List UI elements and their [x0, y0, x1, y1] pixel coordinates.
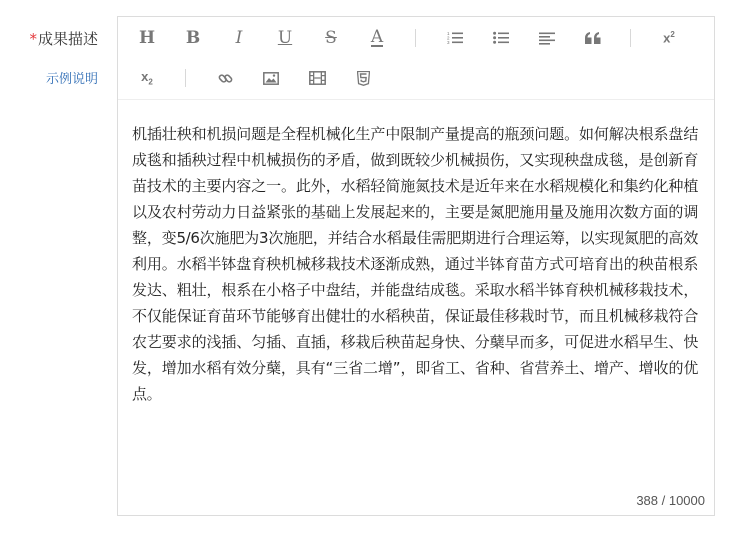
unordered-list-button[interactable]	[486, 25, 516, 51]
underline-icon: U	[277, 27, 293, 48]
example-link[interactable]: 示例说明	[45, 72, 98, 87]
svg-text:3: 3	[447, 40, 450, 45]
strikethrough-icon: S	[325, 27, 337, 48]
blockquote-button[interactable]	[578, 25, 608, 51]
blockquote-icon	[585, 32, 601, 45]
bold-icon: B	[185, 27, 201, 48]
underline-button[interactable]	[270, 25, 300, 51]
html-source-button[interactable]	[348, 65, 378, 91]
italic-icon: I	[235, 27, 243, 48]
link-button[interactable]	[210, 65, 240, 91]
link-icon	[218, 71, 233, 86]
svg-text:1: 1	[447, 31, 450, 36]
heading-button[interactable]	[132, 25, 162, 51]
ordered-list-icon	[447, 31, 463, 45]
unordered-list-icon	[493, 31, 509, 45]
required-mark: *	[29, 30, 37, 48]
character-counter: 388 / 10000	[636, 493, 705, 508]
editor-toolbar	[118, 17, 714, 100]
video-button[interactable]	[302, 65, 332, 91]
heading-icon: H	[138, 27, 156, 48]
align-left-icon	[539, 32, 555, 45]
font-color-icon: A	[370, 27, 384, 47]
toolbar-divider	[630, 29, 631, 47]
svg-text:2: 2	[447, 35, 450, 41]
image-icon	[263, 72, 279, 85]
editor-content[interactable]: 机插壮秧和机损问题是全程机械化生产中限制产量提高的瓶颈问题。如何解决根系盘结成毯和插秧过程中机械损伤的矛盾，做到既较少机械损伤，又实现秧盘成毯，是创新育苗技术的主要内容之一。此外，水稻轻简施氮技术是近年来在水稻规模化和集约化种植以及农村劳动力日益紧张的基础上发展起来的，主要是氮肥施用量及施用次数方面的调整，变5/6次施肥为3次施肥，并结合水稻最佳需肥期进行合理运筹，以实现氮肥的高效利用。水稻半钵盘育秧机械移栽技术逐渐成熟，通过半钵育苗方式可培育出的秧苗根系发达、粗壮，根系在小格子中盘结，并能盘结成毯。采取水稻半钵育秧机械移栽技术，不仅能保证育苗环节能够育出健壮的水稻秧苗，保证最佳移栽时节，而且机械移栽符合农艺要求的浅插、匀插、直插，移栽后秧苗起身快、分蘖早而多，可促进水稻早生、快发，增加水稻有效分蘖，具有“三省二增”，即省工、省种、省营养土、增产、增收的优点。	[132, 125, 698, 403]
video-icon	[309, 71, 326, 85]
toolbar-divider	[185, 69, 186, 87]
subscript-icon: $x_2$	[141, 69, 153, 87]
superscript-icon: $x^2$	[663, 30, 675, 46]
font-color-button[interactable]	[362, 25, 392, 51]
ordered-list-button[interactable]	[440, 25, 470, 51]
html5-icon	[357, 71, 370, 86]
rich-text-editor	[117, 16, 715, 516]
bold-button[interactable]	[178, 25, 208, 51]
toolbar-divider	[415, 29, 416, 47]
italic-button[interactable]	[224, 25, 254, 51]
field-label	[29, 28, 98, 49]
align-left-button[interactable]	[532, 25, 562, 51]
subscript-button[interactable]	[132, 65, 162, 91]
field-label-text: 成果描述	[37, 30, 98, 48]
image-button[interactable]	[256, 65, 286, 91]
superscript-button[interactable]	[654, 25, 684, 51]
strikethrough-button[interactable]	[316, 25, 346, 51]
